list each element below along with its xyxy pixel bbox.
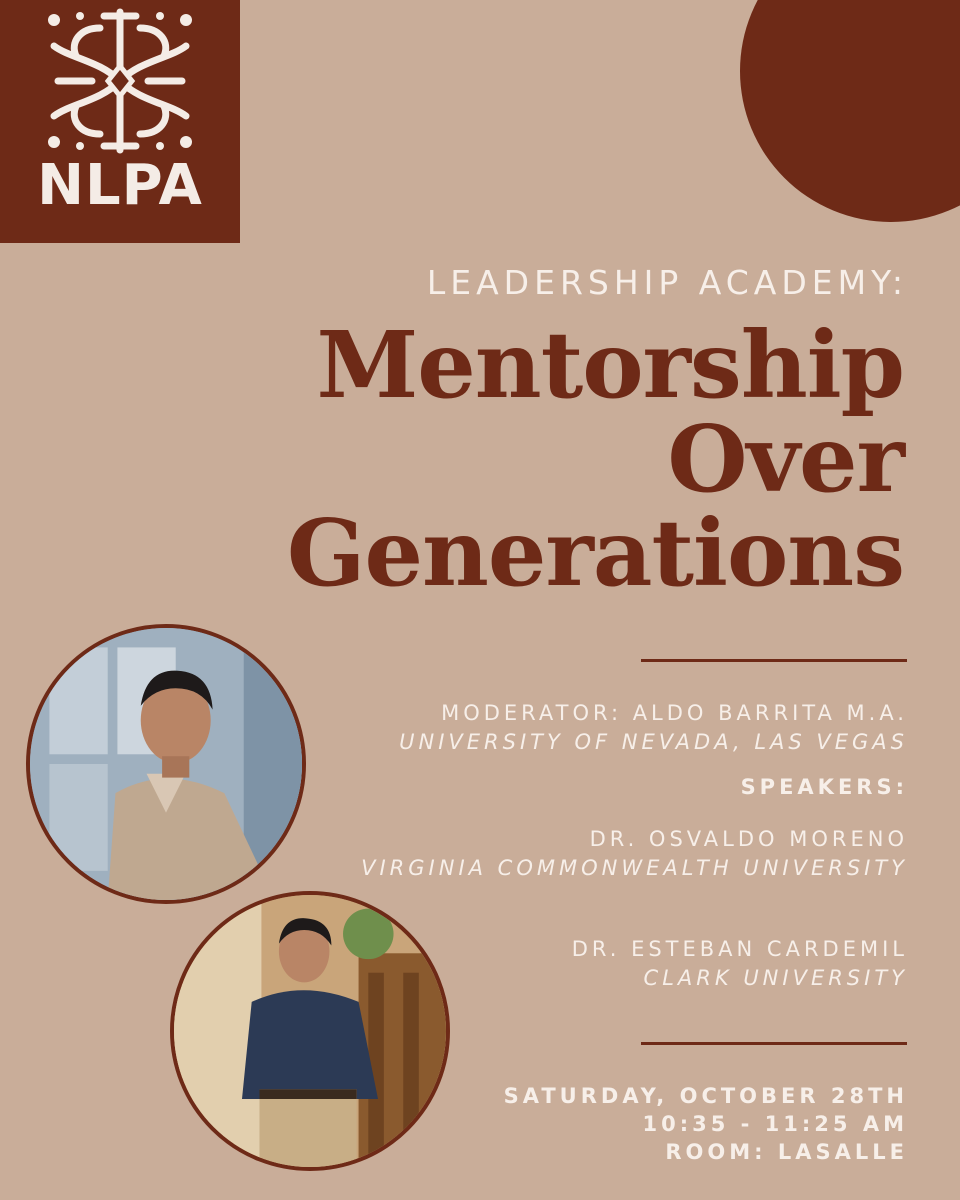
title-line: Over: [667, 405, 904, 513]
speaker-affiliation: VIRGINIA COMMONWEALTH UNIVERSITY: [361, 856, 908, 880]
speaker-name: DR. OSVALDO MORENO: [589, 827, 908, 851]
nlpa-logo: [0, 0, 240, 243]
person-portrait-icon: [174, 895, 446, 1167]
event-title: [286, 311, 904, 607]
title-line: Mentorship: [316, 311, 904, 419]
moderator-name: MODERATOR: ALDO BARRITA M.A.: [441, 701, 908, 725]
event-kicker: LEADERSHIP ACADEMY:: [426, 263, 908, 302]
speaker-item: [572, 935, 908, 993]
event-date: SATURDAY, OCTOBER 28TH: [503, 1084, 908, 1108]
speaker-photo: [170, 891, 450, 1171]
moderator-block: [399, 699, 908, 757]
speakers-heading: SPEAKERS:: [740, 775, 908, 799]
divider-bottom: [641, 1042, 907, 1045]
speaker-name: DR. ESTEBAN CARDEMIL: [571, 937, 908, 961]
decorative-circle: [740, 0, 960, 222]
title-line: Generations: [286, 499, 904, 607]
event-room: ROOM: LASALLE: [665, 1140, 908, 1164]
schedule-block: [504, 1082, 908, 1166]
moderator-photo: [26, 624, 306, 904]
event-time: 10:35 - 11:25 AM: [642, 1112, 908, 1136]
logo-wordmark: NLPA: [37, 153, 203, 218]
speaker-affiliation: CLARK UNIVERSITY: [643, 966, 908, 990]
person-portrait-icon: [30, 628, 302, 900]
moderator-affiliation: UNIVERSITY OF NEVADA, LAS VEGAS: [399, 730, 908, 754]
speaker-item: [361, 825, 908, 883]
nlpa-emblem-icon: [40, 6, 200, 156]
divider-top: [641, 659, 907, 662]
